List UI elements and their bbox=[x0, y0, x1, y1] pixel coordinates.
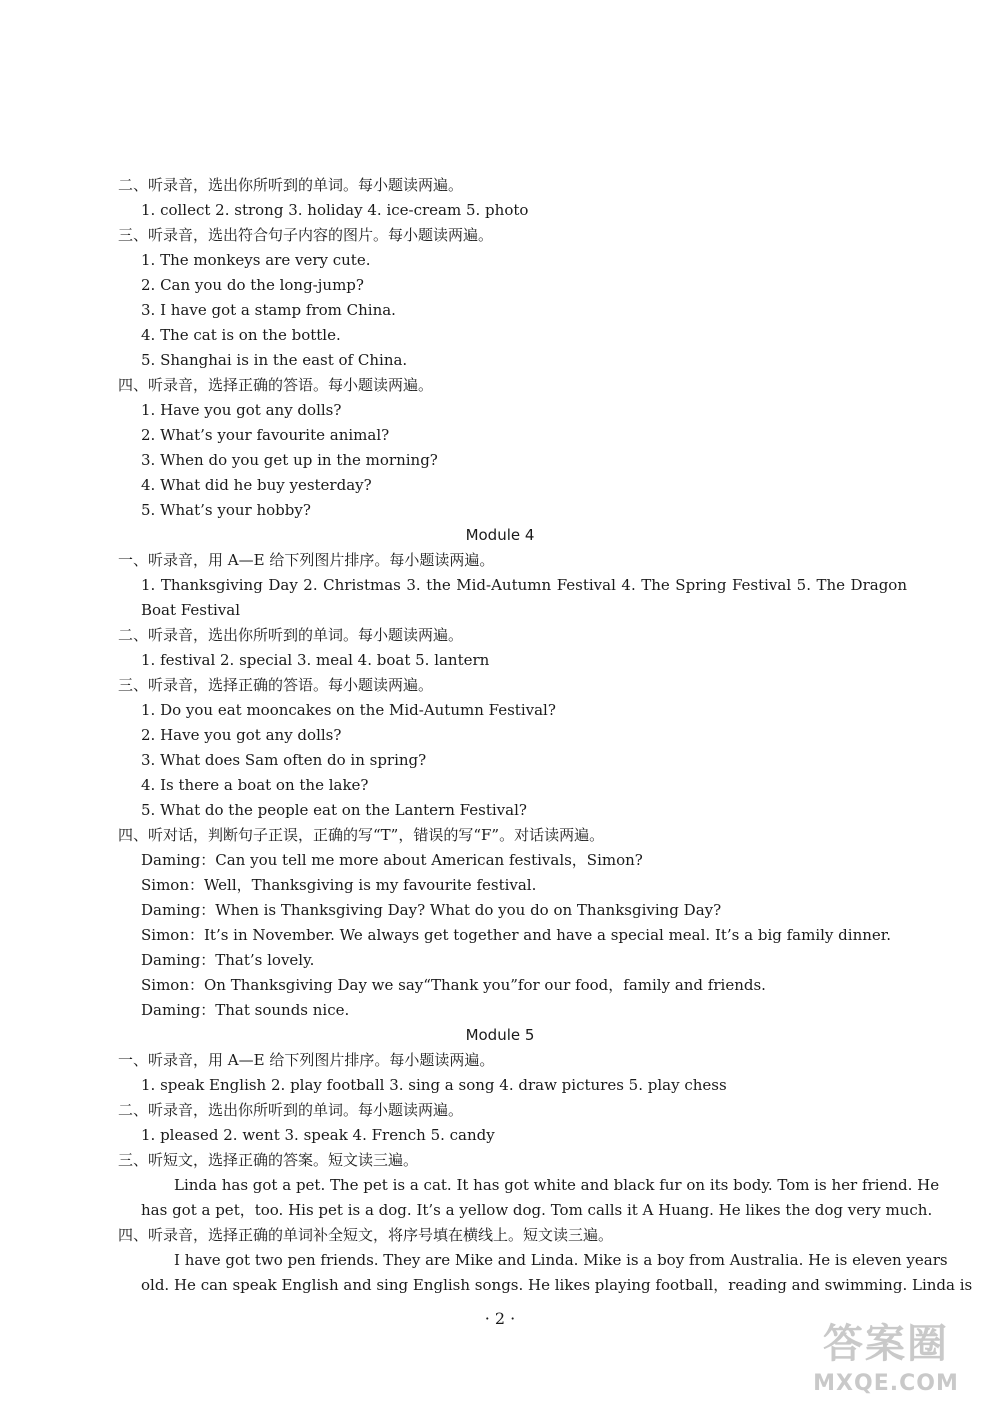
text-line: 2. Have you got any dolls? bbox=[141, 726, 342, 744]
text-line: 4. The cat is on the bottle. bbox=[141, 326, 341, 344]
paragraph-line: I have got two pen friends. They are Mike and Linda. Mike is a boy from Australia. He is eleven years bbox=[174, 1251, 948, 1269]
text-line: 1. The monkeys are very cute. bbox=[141, 251, 371, 269]
module-heading: Module 5 bbox=[465, 1026, 535, 1044]
text-line: 1. collect 2. strong 3. holiday 4. ice-cream 5. photo bbox=[141, 201, 529, 219]
module-heading: Module 4 bbox=[465, 526, 535, 544]
text-line: 1. Thanksgiving Day 2. Christmas 3. the Mid-Autumn Festival 4. The Spring Festival 5. The Dragon bbox=[141, 576, 907, 594]
text-line: 3. What does Sam often do in spring? bbox=[141, 751, 427, 769]
text-line: Daming：When is Thanksgiving Day? What do you do on Thanksgiving Day? bbox=[141, 901, 722, 919]
text-line: Daming：That sounds nice. bbox=[141, 1001, 350, 1019]
watermark-logo bbox=[786, 1319, 986, 1407]
text-line: 4. What did he buy yesterday? bbox=[141, 476, 372, 494]
paragraph-line: Linda has got a pet. The pet is a cat. It has got white and black fur on its body. Tom is her friend. He bbox=[174, 1176, 940, 1194]
text-line: Simon：Well，Thanksgiving is my favourite festival. bbox=[141, 876, 537, 894]
text-line: 3. When do you get up in the morning? bbox=[141, 451, 438, 469]
text-line: 5. What’s your hobby? bbox=[141, 501, 311, 519]
watermark-bottom: MXQE.COM bbox=[813, 1371, 959, 1396]
page-number: · 2 · bbox=[484, 1309, 516, 1328]
watermark-top: 答案圈 bbox=[823, 1321, 949, 1367]
text-line: Simon：It’s in November. We always get together and have a special meal. It’s a big family dinner. bbox=[141, 926, 892, 944]
section-heading: 一、听录音，用 A—E 给下列图片排序。每小题读两遍。 bbox=[118, 551, 495, 569]
text-line: 2. Can you do the long-jump? bbox=[141, 276, 364, 294]
text-line: 4. Is there a boat on the lake? bbox=[141, 776, 369, 794]
text-line: 1. festival 2. special 3. meal 4. boat 5. lantern bbox=[141, 651, 490, 669]
text-line: 1. pleased 2. went 3. speak 4. French 5. candy bbox=[141, 1126, 495, 1144]
text-line: 5. What do the people eat on the Lantern Festival? bbox=[141, 801, 527, 819]
text-line: 1. Have you got any dolls? bbox=[141, 401, 342, 419]
text-line: old. He can speak English and sing English songs. He likes playing football，reading and swimming. Linda is bbox=[141, 1276, 973, 1294]
text-line: 1. speak English 2. play football 3. sing a song 4. draw pictures 5. play chess bbox=[141, 1076, 727, 1094]
text-line: 1. Do you eat mooncakes on the Mid-Autumn Festival? bbox=[141, 701, 556, 719]
text-line: Simon：On Thanksgiving Day we say“Thank you”for our food，family and friends. bbox=[141, 976, 766, 994]
text-line: Boat Festival bbox=[141, 601, 240, 619]
text-line: 5. Shanghai is in the east of China. bbox=[141, 351, 408, 369]
section-heading: 三、听短文，选择正确的答案。短文读三遍。 bbox=[118, 1151, 419, 1169]
text-line: 2. What’s your favourite animal? bbox=[141, 426, 390, 444]
section-heading: 四、听录音，选择正确的单词补全短文，将序号填在横线上。短文读三遍。 bbox=[118, 1226, 614, 1244]
section-heading: 二、听录音，选出你所听到的单词。每小题读两遍。 bbox=[118, 1101, 464, 1119]
text-line: Daming：Can you tell me more about American festivals，Simon? bbox=[141, 851, 643, 869]
section-heading: 二、听录音，选出你所听到的单词。每小题读两遍。 bbox=[118, 626, 464, 644]
text-line: Daming：That’s lovely. bbox=[141, 951, 315, 969]
section-heading: 三、听录音，选出符合句子内容的图片。每小题读两遍。 bbox=[118, 226, 494, 244]
section-heading: 三、听录音，选择正确的答语。每小题读两遍。 bbox=[118, 676, 434, 694]
section-heading: 四、听对话，判断句子正误，正确的写“T”，错误的写“F”。对话读两遍。 bbox=[118, 826, 605, 844]
text-line: 3. I have got a stamp from China. bbox=[141, 301, 396, 319]
text-line: has got a pet，too. His pet is a dog. It’s a yellow dog. Tom calls it A Huang. He likes the dog very much. bbox=[141, 1201, 933, 1219]
section-heading: 一、听录音，用 A—E 给下列图片排序。每小题读两遍。 bbox=[118, 1051, 495, 1069]
section-heading: 二、听录音，选出你所听到的单词。每小题读两遍。 bbox=[118, 176, 464, 194]
section-heading: 四、听录音，选择正确的答语。每小题读两遍。 bbox=[118, 376, 434, 394]
